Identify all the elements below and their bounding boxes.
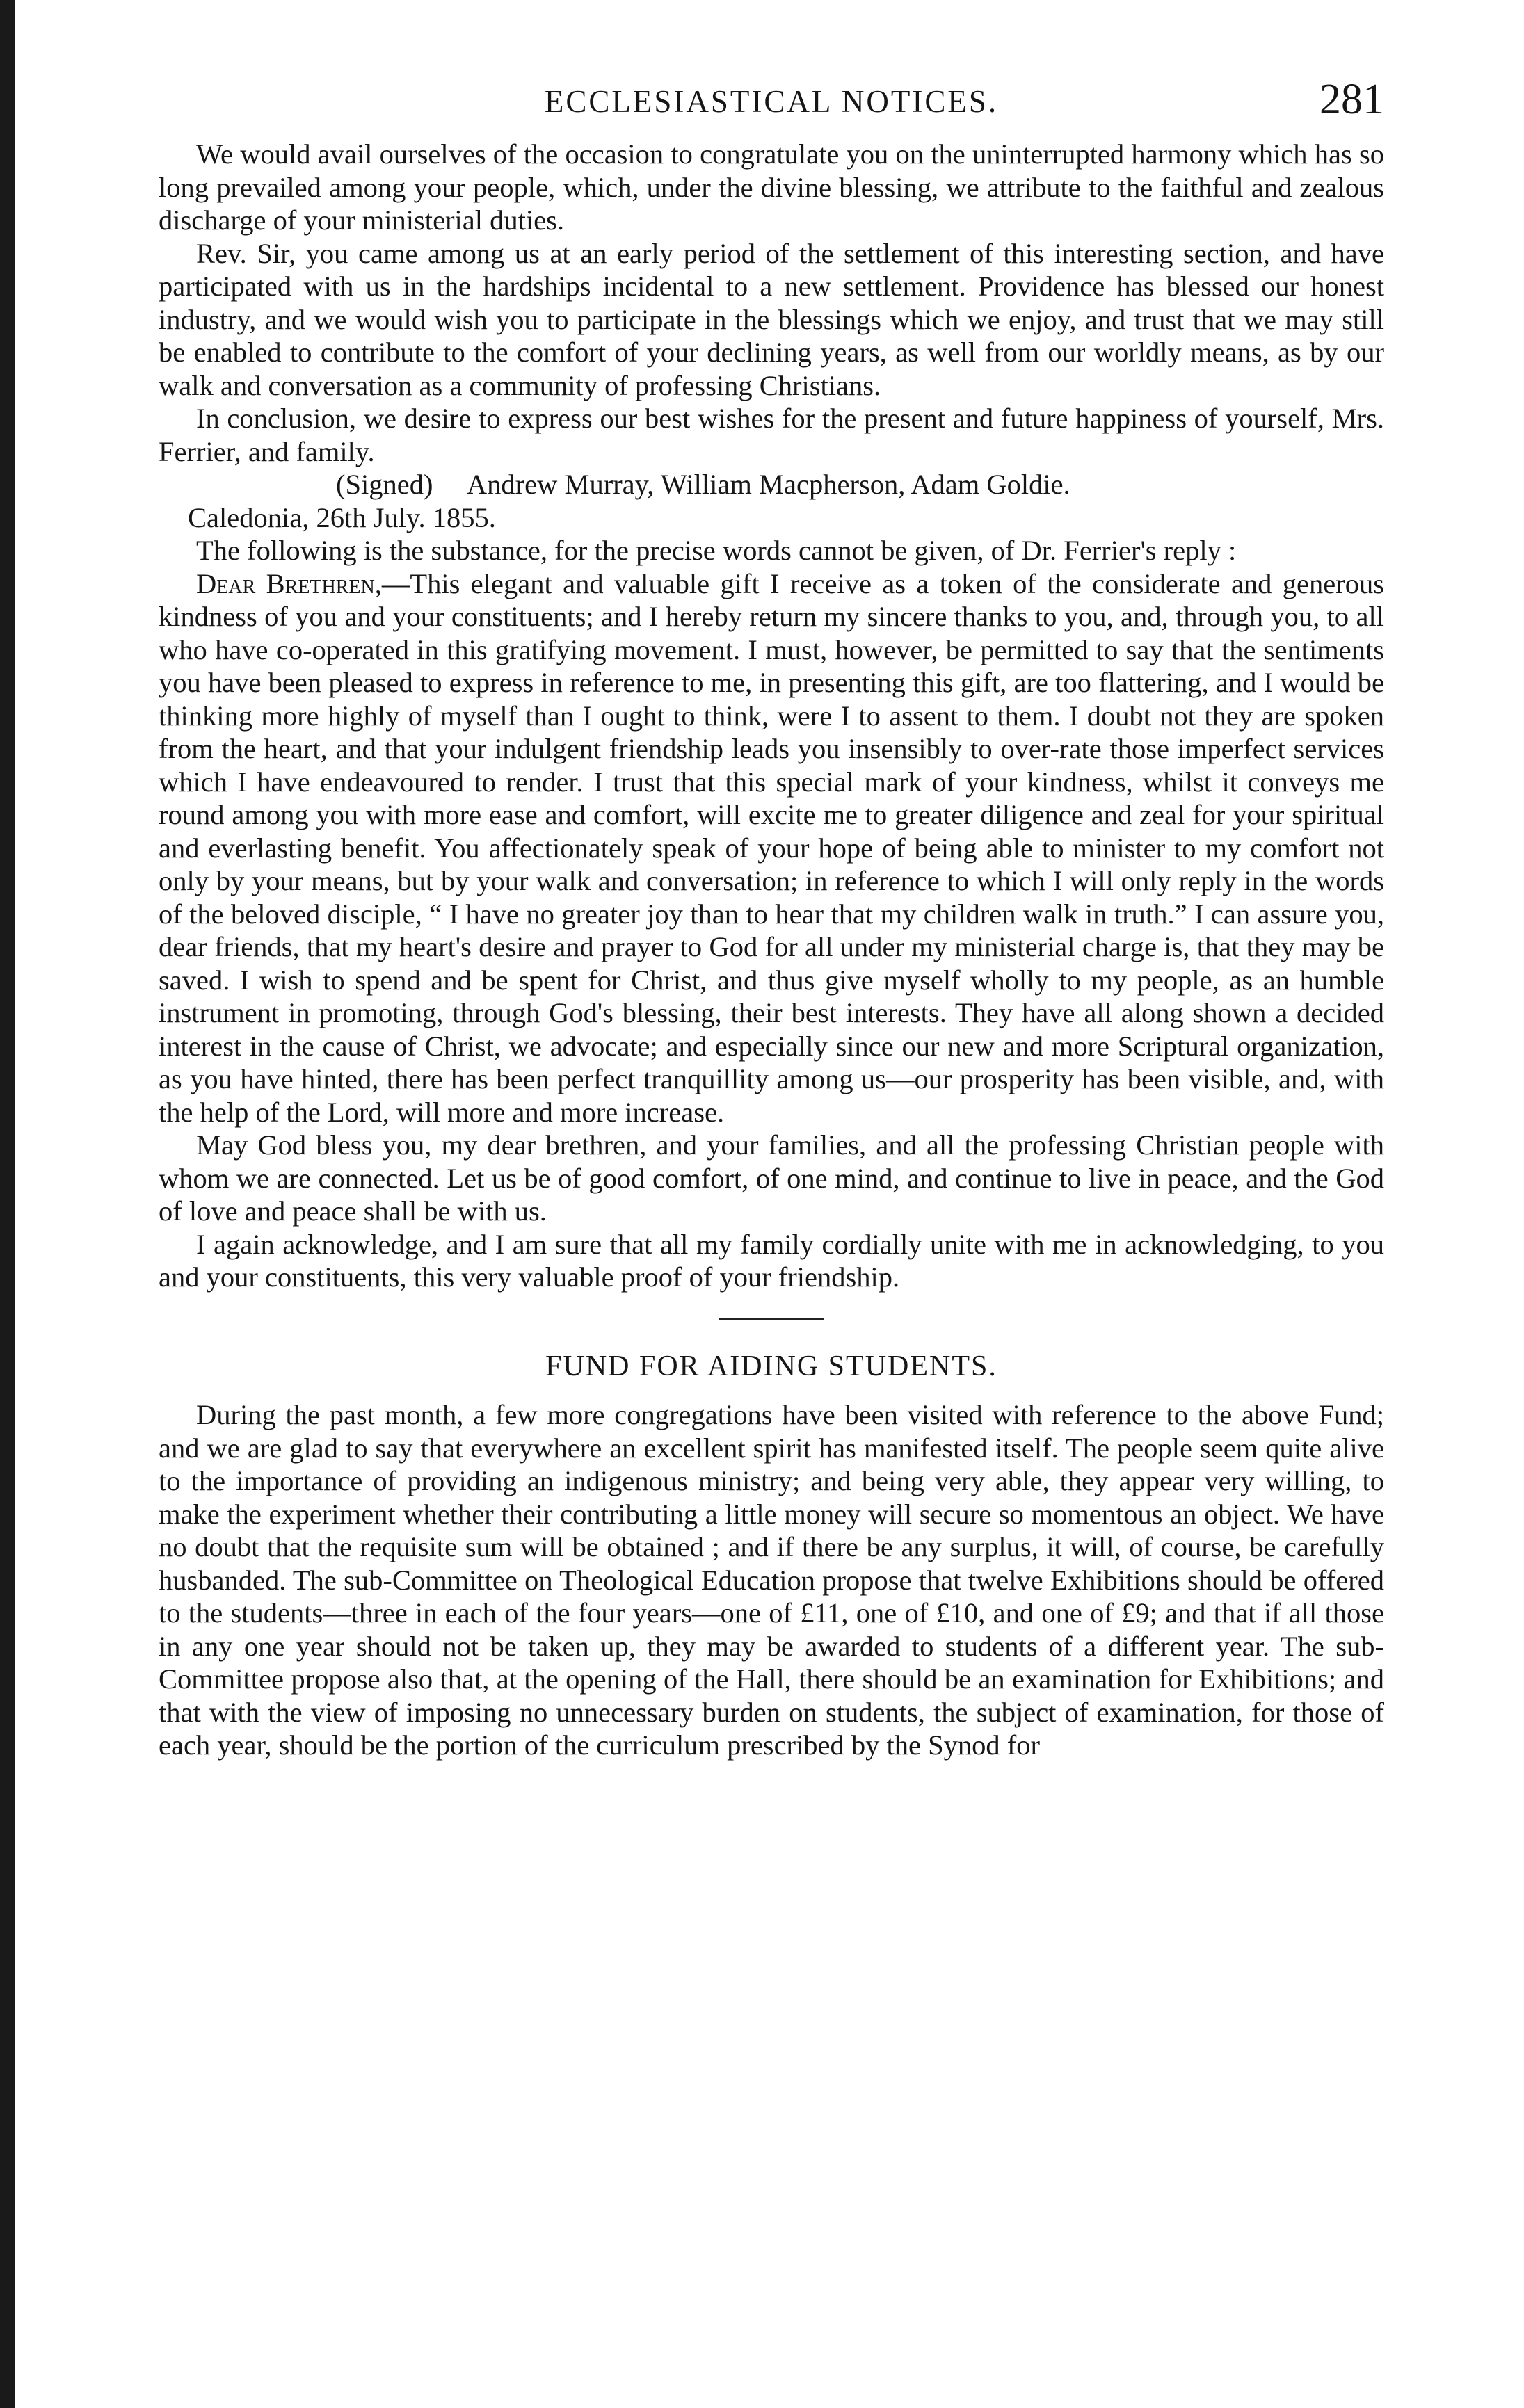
- reply-paragraph: I again acknowledge, and I am sure that all my family cordially unite with me in acknowledging, to you and your constituents, this very valuable proof of your friendship.: [159, 1228, 1384, 1293]
- signatories: (Signed) Andrew Murray, William Macpherson, Adam Goldie.: [336, 469, 1070, 500]
- article-body: [159, 138, 1384, 1762]
- fund-paragraph: During the past month, a few more congregations have been visited with reference to the above Fund; and we are glad to say that everywhere an excellent spirit has manifested itself. The people seem quite alive to the importance of providing an indigenous ministry; and being very able, they appear very willing, to make the experiment whether their contributing a little money will secure so momentous an object. We have no doubt that the requisite sum will be obtained ; and if there be any surplus, it will, of course, be carefully husbanded. The sub-Committee on Theological Education propose that twelve Exhibitions should be offered to the students—three in each of the four years—one of £11, one of £10, and one of £9; and that if all those in any one year should not be taken up, they may be awarded to students of a different year. The sub-Committee propose also that, at the opening of the Hall, there should be an examination for Exhibitions; and that with the view of imposing no unnecessary burden on students, the subject of examination, for those of each year, should be the portion of the curriculum prescribed by the Synod for: [159, 1399, 1384, 1761]
- section-divider: [719, 1318, 824, 1320]
- page: [159, 75, 1384, 1762]
- reply-intro: The following is the substance, for the precise words cannot be given, of Dr. Ferrier's reply :: [196, 535, 1237, 566]
- page-number: 281: [1320, 76, 1384, 123]
- reply-paragraph: [159, 567, 1384, 1129]
- reply-text: —This elegant and valuable gift I receive as a token of the considerate and generous kindness of you and your constituents; and I hereby return my sincere thanks to you, and, through you, to all who have co-operated in this gratifying movement. I must, however, be permitted to say that the sentiments you have been pleased to express in reference to me, in presenting this gift, are too flattering, and I would be thinking more highly of myself than I ought to think, were I to assent to them. I doubt not they are spoken from the heart, and that your indulgent friendship leads you insensibly to over-rate those imperfect services which I have endeavoured to render. I trust that this special mark of your kindness, whilst it conveys me round among you with more ease and comfort, will excite me to greater diligence and zeal for your spiritual and everlasting benefit. You affectionately speak of your hope of being able to minister to my comfort not only by your means, but by your walk and conversation; in reference to which I will only reply in the words of the beloved disciple, “ I have no greater joy than to hear that my children walk in truth.” I can assure you, dear friends, that my heart's desire and prayer to God for all under my ministerial charge is, that they may be saved. I wish to spend and be spent for Christ, and thus give myself wholly to my people, as an humble instrument in promoting, through God's blessing, their best interests. They have all along shown a decided interest in the cause of Christ, we advocate; and especially since our new and more Scriptural organization, as you have hinted, there has been perfect tranquillity among us—our prosperity has been visible, and, with the help of the Lord, will more and more increase.: [159, 567, 1384, 1128]
- running-title: ECCLESIASTICAL NOTICES.: [544, 84, 999, 119]
- address-paragraph: Rev. Sir, you came among us at an early period of the settlement of this interesting section, and have participated with us in the hardships incidental to a new settlement. Providence has blessed our honest industry, and we would wish you to participate in the blessings which we enjoy, and trust that we may still be enabled to contribute to the comfort of your declining years, as well from our worldly means, as by our walk and conversation as a community of professing Christians.: [159, 237, 1384, 401]
- address-paragraph: In conclusion, we desire to express our best wishes for the present and future happiness of yourself, Mrs. Ferrier, and family.: [159, 403, 1384, 467]
- reply-paragraph: May God bless you, my dear brethren, and your families, and all the professing Christian people with whom we are connected. Let us be of good comfort, of one mind, and continue to live in peace, and the God of love and peace shall be with us.: [159, 1129, 1384, 1227]
- binding-edge: [0, 0, 15, 2408]
- salutation: Dear Brethren,: [196, 567, 382, 599]
- dateline: Caledonia, 26th July. 1855.: [188, 501, 496, 533]
- running-head: [159, 75, 1384, 138]
- section-title: FUND FOR AIDING STUDENTS.: [545, 1350, 997, 1382]
- address-paragraph: We would avail ourselves of the occasion to congratulate you on the uninterrupted harmony which has so long prevailed among your people, which, under the divine blessing, we attribute to the faithful and zealous discharge of your ministerial duties.: [159, 138, 1384, 236]
